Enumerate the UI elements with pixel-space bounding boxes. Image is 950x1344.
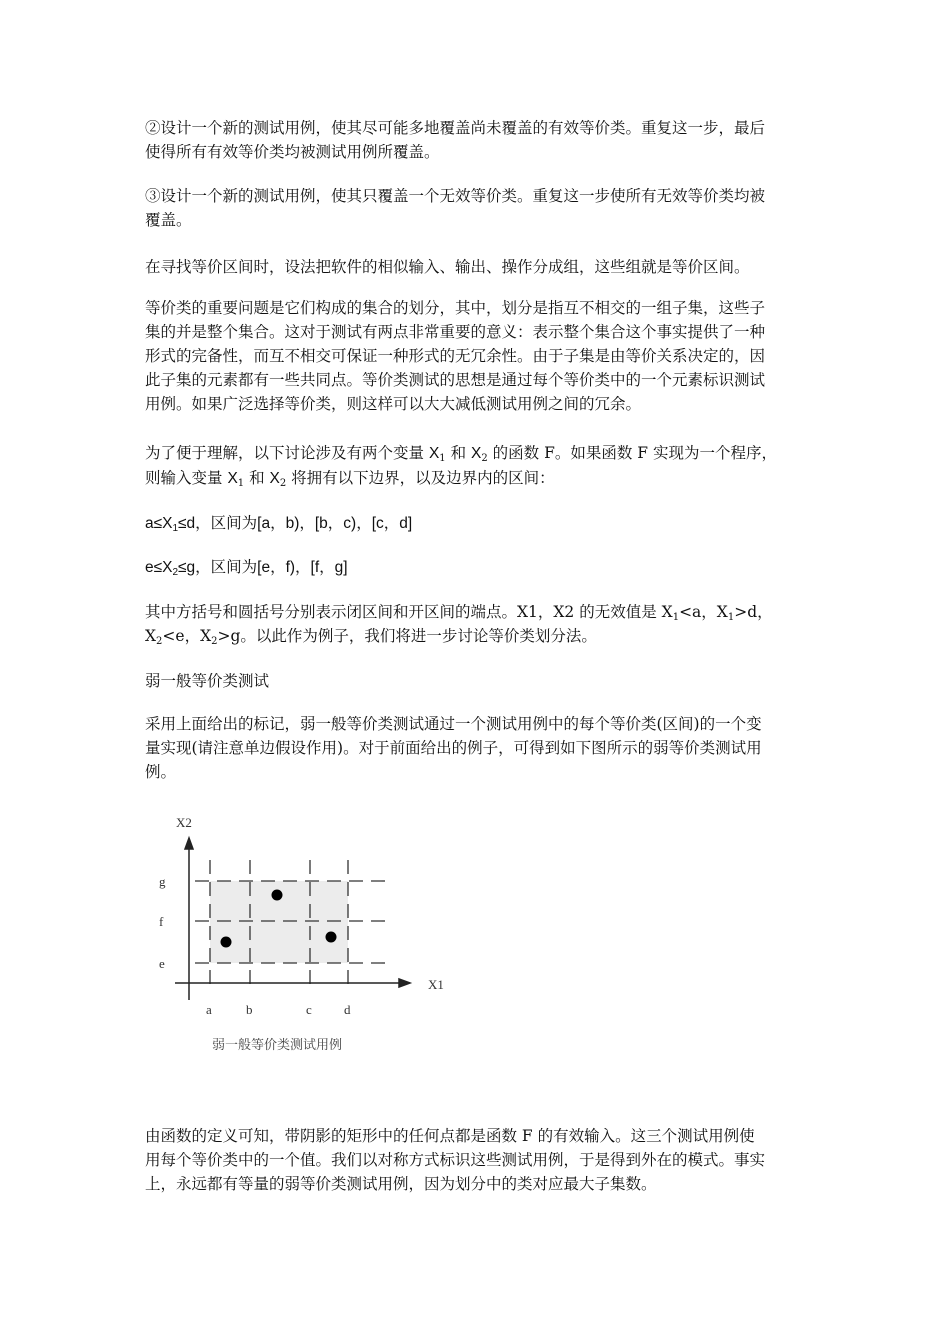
text-run: ≤d，区间为[a，b)，[b，c)，[c，d]: [178, 515, 413, 532]
text-run: >g。以此作为例子，我们将进一步讨论等价类划分法。: [217, 627, 597, 645]
text-line: 使得所有有效等价类均被测试用例所覆盖。: [145, 143, 440, 161]
text-run: <e，X: [162, 627, 212, 645]
var-x: X: [269, 470, 280, 487]
text-run: <a，X: [679, 603, 728, 621]
paragraph-weak-normal: [145, 712, 810, 784]
text-run: X: [145, 627, 157, 645]
subscript: 1: [237, 478, 245, 489]
text-line: 上，永远都有等量的弱等价类测试用例，因为划分中的类对应最大子集数。: [145, 1175, 657, 1193]
text-run: ≤g，区间为[e，f)，[f，g]: [178, 559, 348, 576]
text-run: 其中方括号和圆括号分别表示闭区间和开区间的端点。X1，X2 的无效值是 X: [145, 603, 673, 621]
text-run: 将拥有以下边界，以及边界内的区间：: [286, 469, 555, 487]
subscript: 2: [279, 478, 287, 489]
subscript: 1: [672, 612, 680, 623]
x-tick-d: d: [344, 1002, 351, 1017]
text-line: ②设计一个新的测试用例，使其尽可能多地覆盖尚未覆盖的有效等价类。重复这一步，最后: [145, 119, 766, 137]
weak-normal-test-figure: [140, 808, 460, 1068]
text-line: [145, 556, 810, 580]
x-axis-label: X1: [428, 977, 444, 992]
text-line: 由函数的定义可知，带阴影的矩形中的任何点都是函数 F 的有效输入。这三个测试用例使: [145, 1127, 755, 1145]
subscript: 2: [481, 453, 488, 464]
text-line: 用每个等价类中的一个值。我们以对称方式标识这些测试用例，于是得到外在的模式。事实: [145, 1151, 766, 1169]
text-line: ③设计一个新的测试用例，使其只覆盖一个无效等价类。重复这一步使所有无效等价类均被: [145, 187, 766, 205]
paragraph-conclusion: [145, 1124, 810, 1196]
text-line: 集的并是整个集合。这对于测试有两点非常重要的意义：表示整个集合这个事实提供了一种: [145, 323, 766, 341]
var-x: X: [471, 445, 482, 462]
figure-svg: [140, 808, 460, 1068]
text-run: e≤X: [145, 559, 173, 576]
y-tick-e: e: [159, 956, 165, 971]
subscript: 1: [172, 523, 179, 534]
figure-caption: 弱一般等价类测试用例: [212, 1038, 343, 1053]
text-line: [145, 441, 810, 466]
paragraph-function-example: [145, 441, 810, 491]
range-x2: [145, 556, 810, 580]
subscript: 1: [727, 612, 735, 623]
var-x: X: [428, 445, 440, 462]
x-axis-arrow: [399, 979, 410, 987]
paragraph-equivalence-intervals: [145, 255, 810, 279]
subscript: 1: [439, 453, 446, 464]
text-line: 在寻找等价区间时，设法把软件的相似输入、输出、操作分成组，这些组就是等价区间。: [145, 258, 750, 276]
paragraph-step-2: [145, 116, 810, 164]
text-line: 此子集的元素都有一些共同点。等价类测试的思想是通过每个等价类中的一个元素标识测试: [145, 371, 766, 389]
heading-text: 弱一般等价类测试: [145, 672, 270, 690]
text-run: 和: [244, 469, 270, 487]
text-run: 和: [445, 444, 472, 462]
subscript: 2: [172, 567, 179, 578]
text-line: 形式的完备性，而互不相交可保证一种形式的无冗余性。由于子集是由等价关系决定的，因: [145, 347, 766, 365]
paragraph-invalid-values: [145, 600, 810, 648]
subscript: 2: [211, 636, 218, 647]
test-point: [272, 890, 283, 901]
text-line: [145, 600, 810, 624]
text-line: 等价类的重要问题是它们构成的集合的划分，其中，划分是指互不相交的一组子集，这些子: [145, 299, 766, 317]
y-tick-g: g: [159, 874, 166, 889]
text-line: [145, 512, 810, 536]
section-heading: [145, 669, 810, 693]
text-line: [145, 624, 810, 648]
text-run: a≤X: [145, 515, 173, 532]
text-run: >d，: [734, 603, 773, 621]
range-x1: [145, 512, 810, 536]
text-line: 采用上面给出的标记，弱一般等价类测试通过一个测试用例中的每个等价类(区间)的一个变: [145, 715, 762, 733]
text-line: [145, 466, 810, 491]
y-axis-arrow: [185, 838, 193, 849]
y-tick-f: f: [159, 914, 164, 929]
x-tick-c: c: [306, 1002, 312, 1017]
text-run: 的函数 F。如果函数 F 实现为一个程序，: [487, 444, 777, 462]
paragraph-step-3: [145, 184, 810, 232]
text-line: 量实现(请注意单边假设作用)。对于前面给出的例子，可得到如下图所示的弱等价类测试用: [145, 739, 762, 757]
subscript: 2: [156, 636, 163, 647]
var-x: X: [227, 470, 238, 487]
test-point: [326, 932, 337, 943]
test-point: [221, 937, 232, 948]
text-line: 用例。如果广泛选择等价类，则这样可以大大减低测试用例之间的冗余。: [145, 395, 642, 413]
text-line: 例。: [145, 763, 177, 781]
text-run: 则输入变量: [145, 469, 228, 487]
x-tick-b: b: [246, 1002, 253, 1017]
paragraph-partition-meaning: [145, 296, 810, 416]
text-run: 为了便于理解，以下讨论涉及有两个变量: [145, 444, 429, 462]
x-tick-a: a: [206, 1002, 212, 1017]
text-line: 覆盖。: [145, 211, 192, 229]
y-axis-label: X2: [176, 815, 192, 830]
